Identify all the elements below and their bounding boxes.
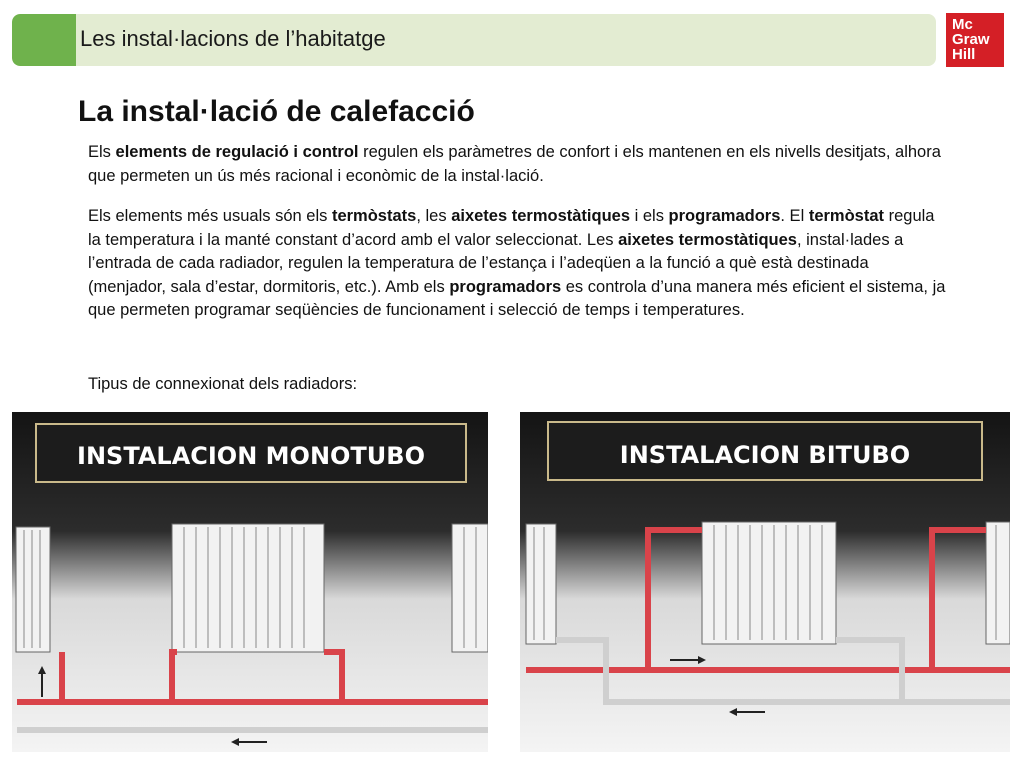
bitubo-diagram — [520, 412, 1010, 752]
header-accent-block — [12, 14, 76, 66]
radiator-left — [526, 524, 556, 644]
page-title: La instal·lació de calefacció — [78, 95, 475, 128]
section-title: Les instal·lacions de l’habitatge — [80, 26, 386, 51]
logo-line-2: Graw — [952, 31, 990, 48]
radiator-center — [702, 522, 836, 644]
logo-line-1: Mc — [952, 16, 973, 33]
radiator-right — [452, 524, 488, 652]
monotubo-diagram — [12, 412, 488, 752]
radiator-right — [986, 522, 1010, 644]
diagram-title: INSTALACION MONOTUBO — [77, 442, 425, 470]
logo-line-3: Hill — [952, 46, 976, 63]
radiator-center — [172, 524, 324, 652]
section-header — [12, 14, 936, 66]
radiator-left — [16, 527, 50, 652]
paragraph-regulation: Els elements de regulació i control regulen els paràmetres de confort i els mantenen en els nivells desitjats, alhora que permeten un ús més racional i econòmic de la instal·lació. — [88, 143, 941, 185]
paragraph-elements: Els elements més usuals són els termòstats, les aixetes termostàtiques i els programadors. El termòstat regula la temperatura i la manté constant d’acord amb el valor seleccionat. Les aixetes termostàtiques, instal·lades a l’entrada de cada radiador, regulen la temperatura de l’estança i l’adeqüen a la funció a què està destinada (menjador, sala d’estar, dormitoris, etc.). Amb els programadors es controla d’una manera més eficient el sistema, ja que permeten programar seqüències de funcionament i selecció de temps i temperatures. — [88, 207, 946, 319]
diagram-title: INSTALACION BITUBO — [619, 441, 911, 469]
mcgraw-hill-logo — [946, 13, 1004, 67]
paragraph-connection-types: Tipus de connexionat dels radiadors: — [88, 375, 358, 393]
